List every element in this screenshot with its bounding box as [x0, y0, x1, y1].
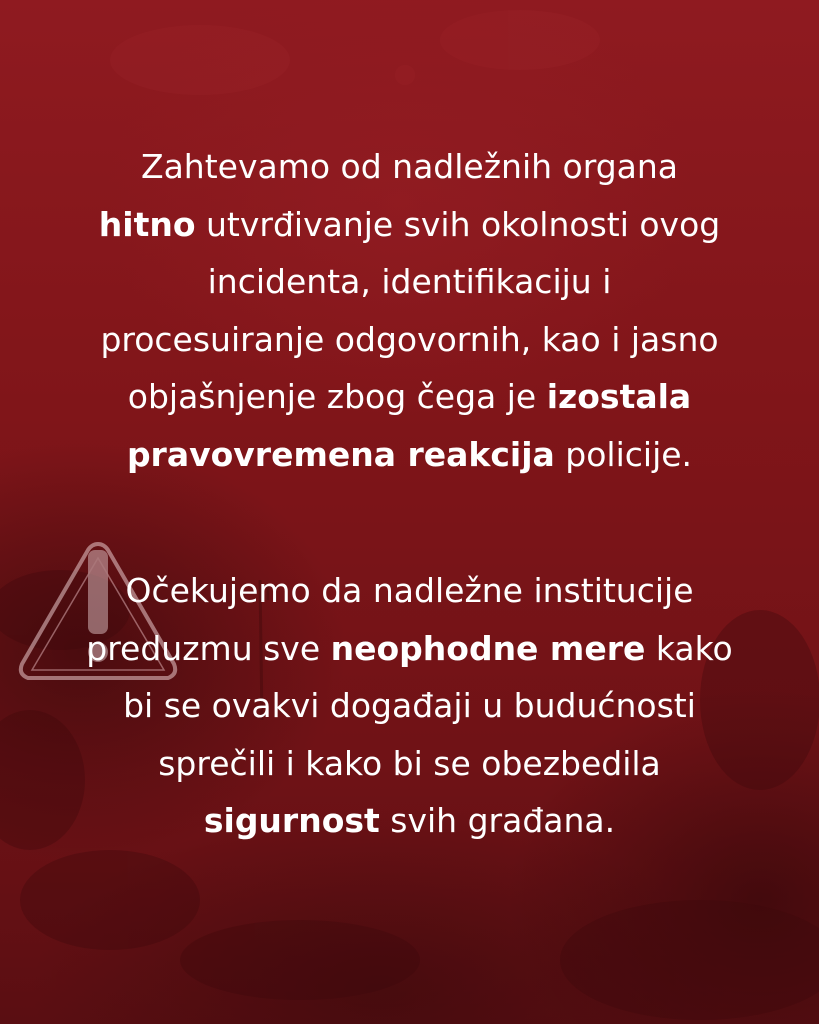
body-text: policije. [554, 434, 693, 474]
body-text: bi se ovakvi događaji u budućnosti [123, 686, 696, 726]
text-line [20, 620, 799, 678]
text-line [20, 196, 799, 254]
body-text: svih građana. [379, 801, 616, 841]
paragraph-expectation [20, 562, 799, 850]
text-line [20, 735, 799, 793]
paragraph-demand [20, 138, 799, 484]
body-text: utvrđivanje svih okolnosti ovog [195, 204, 721, 244]
text-line [20, 311, 799, 369]
body-text: Zahtevamo od nadležnih organa [140, 147, 679, 186]
text-line [20, 562, 799, 620]
body-text: Očekujemo da nadležne institucije [125, 571, 694, 610]
emphasized-text: sigurnost [203, 801, 380, 841]
body-text: sprečili i kako bi se obezbedila [158, 743, 661, 783]
emphasized-text: neophodne mere [330, 628, 646, 668]
text-line [20, 677, 799, 735]
emphasized-text: hitno [98, 204, 196, 244]
body-text: preduzmu sve [86, 628, 331, 668]
emphasized-text: pravovremena reakcija [126, 434, 555, 474]
body-text: procesuiranje odgovornih, kao i jasno [100, 319, 719, 359]
body-text: objašnjenje zbog čega je [127, 377, 547, 417]
body-text: kako [645, 628, 733, 668]
text-line [20, 138, 799, 196]
text-line [20, 368, 799, 426]
text-line [20, 253, 799, 311]
body-text: incidenta, identifikaciju i [207, 262, 612, 302]
emphasized-text: izostala [546, 377, 692, 417]
text-line [20, 426, 799, 484]
text-line [20, 792, 799, 850]
